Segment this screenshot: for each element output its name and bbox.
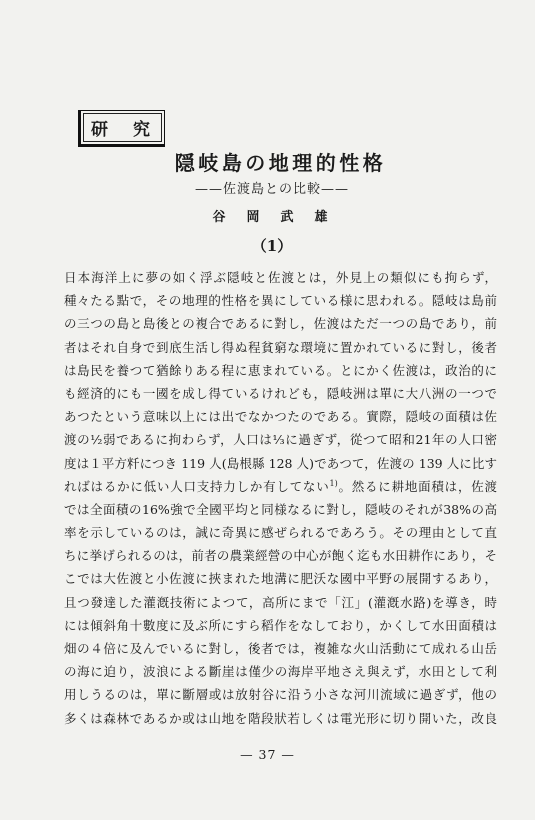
body-line: 日本海洋上に夢の如く浮ぶ隠岐と佐渡とは，外見上の類似にも拘らず， <box>64 270 497 285</box>
body-line: 者はそれ自身で到底生活し得ぬ程貧窮な環境に置かれているに對し，後者 <box>64 339 497 355</box>
body-line: 率を示しているのは，誠に奇異に感ぜられるであろう。その理由として直 <box>64 525 497 541</box>
body-line: 種々たる點で，その地理的性格を異にしている様に思われる。隠岐は島前 <box>64 293 497 309</box>
body-line: 畑の４倍に及んでいるに對し，後者では，複雑な火山活動にて成れる山岳 <box>64 641 497 656</box>
body-line: は島民を養つて猶餘りある程に恵まれている。とにかく佐渡は，政治的に <box>64 362 497 378</box>
author-name: 谷 岡 武 雄 <box>212 210 332 225</box>
body-line: 渡の½弱であるに拘わらず，人口は⅓に過ぎず，從つて昭和21年の人口密 <box>64 432 497 448</box>
body-line-segment: 。然るに耕地面積は，佐渡 <box>337 478 497 494</box>
footnote-ref: 1) <box>329 478 338 488</box>
body-line: 多くは森林であるか或は山地を階段狀若しくは電光形に切り開いた，改良 <box>64 710 497 726</box>
article-subtitle: ——佐渡島との比較—— <box>194 182 349 197</box>
body-line: の海に迫り，波浪による斷崖は僅少の海岸平地さえ與えず，水田として利 <box>64 664 497 680</box>
section-label: 研 究 <box>91 120 154 140</box>
body-line: あつたという意味以上には出でなかつたのである。實際，隠岐の面積は佐 <box>64 409 497 425</box>
body-line: こでは大佐渡と小佐渡に挾まれた地溝に肥沃な國中平野の展開するあり， <box>64 571 497 587</box>
body-line: の三つの島と島後との複合であるに對し，佐渡はただ一つの島であり，前 <box>64 316 497 332</box>
body-line: も經済的にも一國を成し得ているけれども，隠岐洲は單に大八洲の一つで <box>64 385 497 401</box>
body-line: 度は１平方粁につき 119 人(島根縣 128 人)であつて，佐渡の 139 人に比す <box>64 455 497 471</box>
body-line: ちに挙げられるのは，前者の農業經營の中心が飽く迄も水田耕作にあり，そ <box>64 548 497 564</box>
part-number: （1） <box>251 237 293 255</box>
body-text <box>64 266 497 730</box>
section-label-box <box>78 110 165 147</box>
body-line: 且つ發達した灌漑技術によつて，高所にまで「江」(灌漑水路)を導き，時 <box>64 594 497 610</box>
body-line: 用しうるのは，單に斷層或は放射谷に沿う小さな河川流域に過ぎず，他の <box>64 687 497 703</box>
body-line: では全面積の16%強で全國平均と同様なるに對し，隠岐のそれが38%の高 <box>64 501 497 517</box>
body-line-segment: ればはるかに低い人口支持力しか有してない <box>64 478 330 494</box>
article-title: 隠岐島の地理的性格 <box>174 151 387 175</box>
page-number: — 37 — <box>240 747 295 762</box>
body-line: には傾斜角十數度に及ぶ所にすら稻作をなしており，かくして水田面積は <box>64 617 497 633</box>
body-line <box>64 475 497 498</box>
